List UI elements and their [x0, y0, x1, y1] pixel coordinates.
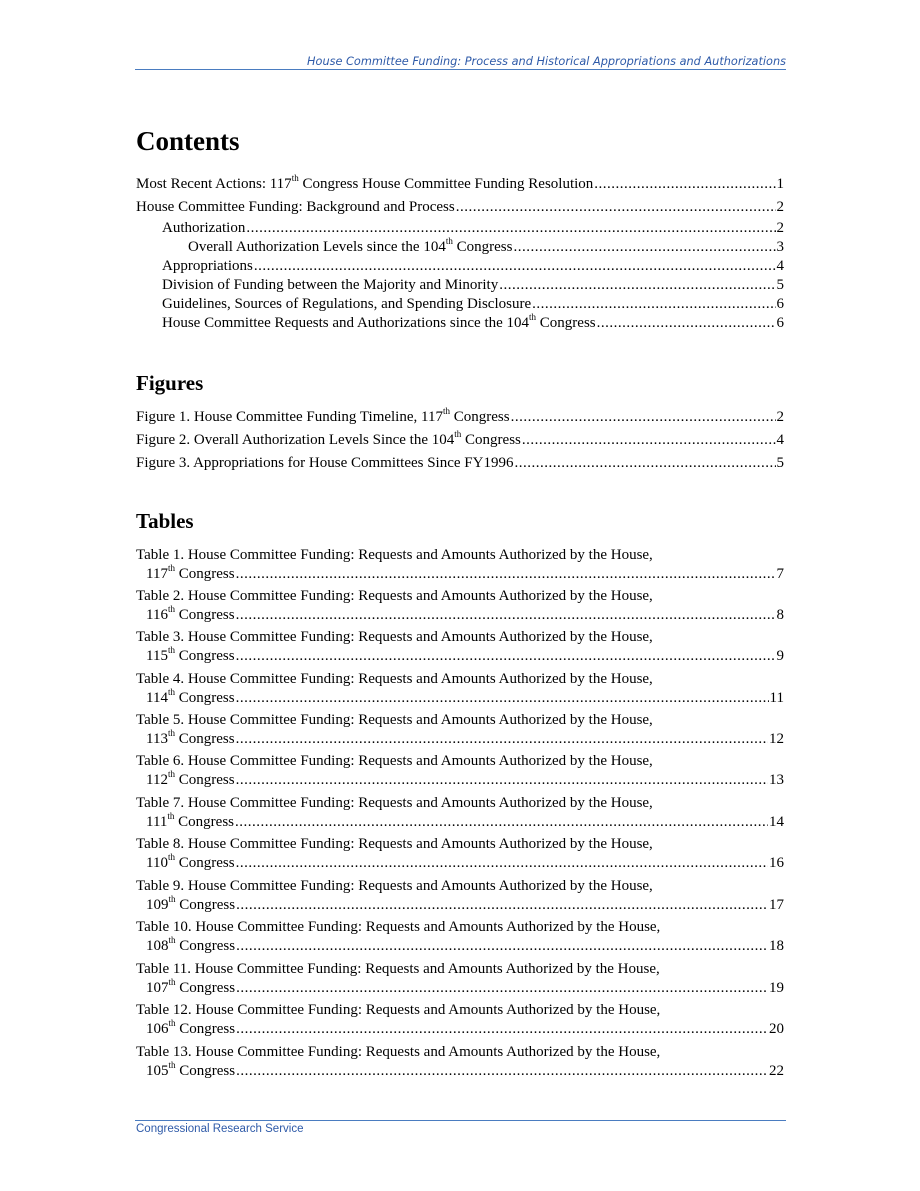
- toc-page-number: 4: [776, 258, 784, 274]
- congress-number: 106: [146, 1021, 169, 1037]
- table-page-number: 22: [769, 1063, 784, 1079]
- dot-leader: [246, 219, 775, 238]
- congress-number: 116: [146, 607, 168, 623]
- dot-leader: [236, 730, 768, 749]
- figure-entry-title: Figure 1. House Committee Funding Timeline, 117: [136, 409, 443, 425]
- figure-page-number: 5: [776, 455, 784, 471]
- ordinal-suffix: th: [454, 429, 462, 439]
- dot-leader: [236, 771, 768, 790]
- ordinal-suffix: th: [167, 811, 175, 821]
- table-entry-13[interactable]: [136, 1043, 784, 1081]
- congress-number: 113: [146, 731, 168, 747]
- table-entry-title: Table 13. House Committee Funding: Requests and Amounts Authorized by the House,: [136, 1044, 661, 1060]
- table-entry-title: Table 6. House Committee Funding: Requests and Amounts Authorized by the House,: [136, 753, 653, 769]
- toc-entry-overall-authorization-levels[interactable]: [136, 238, 784, 257]
- figure-entry-title: Figure 2. Overall Authorization Levels Since the 104: [136, 432, 455, 448]
- ordinal-suffix: th: [168, 894, 176, 904]
- table-page-number: 8: [776, 607, 784, 623]
- dot-leader: [236, 606, 776, 625]
- dot-leader: [236, 854, 768, 873]
- table-page-number: 12: [769, 731, 784, 747]
- figure-page-number: 2: [776, 409, 784, 425]
- table-entry-title: Table 8. House Committee Funding: Requests and Amounts Authorized by the House,: [136, 836, 653, 852]
- table-entry-3[interactable]: [136, 628, 784, 666]
- toc-entry-title: Overall Authorization Levels since the 104: [188, 239, 446, 255]
- toc-entry-appropriations[interactable]: [136, 257, 784, 276]
- ordinal-suffix: th: [167, 687, 175, 697]
- table-page-number: 13: [769, 772, 784, 788]
- table-entry-title: Table 5. House Committee Funding: Requests and Amounts Authorized by the House,: [136, 712, 653, 728]
- toc-page-number: 3: [776, 239, 784, 255]
- ordinal-suffix: th: [167, 852, 175, 862]
- congress-label: Congress: [174, 772, 235, 788]
- congress-number: 111: [146, 814, 168, 830]
- toc-page-number: 2: [776, 199, 784, 215]
- congress-label: Congress: [174, 855, 235, 871]
- table-entry-6[interactable]: [136, 752, 784, 790]
- table-entry-title: Table 3. House Committee Funding: Requests and Amounts Authorized by the House,: [136, 629, 653, 645]
- congress-number: 114: [146, 690, 168, 706]
- dot-leader: [594, 175, 775, 194]
- ordinal-suffix: th: [168, 1060, 176, 1070]
- toc-page-number: 1: [776, 176, 784, 192]
- dot-leader: [597, 314, 776, 333]
- running-footer: Congressional Research Service: [136, 1123, 304, 1135]
- congress-label: Congress: [174, 607, 235, 623]
- figure-page-number: 4: [776, 432, 784, 448]
- table-entry-8[interactable]: [136, 835, 784, 873]
- congress-label: Congress: [175, 1021, 236, 1037]
- dot-leader: [513, 238, 775, 257]
- congress-label: Congress: [174, 814, 234, 830]
- toc-entry-title: Appropriations: [162, 258, 253, 274]
- table-entry-9[interactable]: [136, 877, 784, 915]
- table-page-number: 20: [769, 1021, 784, 1037]
- table-entry-title: Table 10. House Committee Funding: Requests and Amounts Authorized by the House,: [136, 919, 661, 935]
- dot-leader: [511, 408, 776, 427]
- dot-leader: [254, 257, 776, 276]
- footer-rule: [135, 1120, 786, 1121]
- dot-leader: [532, 295, 775, 314]
- table-entry-5[interactable]: [136, 711, 784, 749]
- toc-page-number: 2: [776, 220, 784, 236]
- congress-label: Congress: [174, 566, 235, 582]
- ordinal-suffix: th: [167, 769, 175, 779]
- dot-leader: [236, 979, 768, 998]
- toc-entry-title: Authorization: [162, 220, 246, 236]
- ordinal-suffix: th: [167, 563, 175, 573]
- toc-entry-title: House Committee Requests and Authorizations since the 104: [162, 315, 530, 331]
- dot-leader: [456, 198, 776, 217]
- ordinal-suffix: th: [168, 935, 176, 945]
- table-page-number: 17: [769, 897, 784, 913]
- congress-number: 112: [146, 772, 168, 788]
- ordinal-suffix: th: [529, 312, 537, 322]
- figure-entry-1[interactable]: [136, 408, 784, 427]
- congress-label: Congress: [174, 731, 235, 747]
- table-entry-4[interactable]: [136, 670, 784, 708]
- table-page-number: 9: [776, 648, 784, 664]
- toc-page-number: 6: [776, 296, 784, 312]
- congress-label: Congress: [175, 1063, 236, 1079]
- table-entry-11[interactable]: [136, 960, 784, 998]
- figure-entry-title: Congress: [449, 409, 510, 425]
- table-entry-12[interactable]: [136, 1001, 784, 1039]
- table-entry-title: Table 11. House Committee Funding: Requests and Amounts Authorized by the House,: [136, 961, 660, 977]
- figures-heading: Figures: [136, 371, 204, 395]
- dot-leader: [235, 813, 768, 832]
- table-entry-1[interactable]: [136, 546, 784, 584]
- congress-label: Congress: [175, 938, 236, 954]
- ordinal-suffix: th: [168, 1018, 176, 1028]
- table-entry-title: Table 4. House Committee Funding: Requests and Amounts Authorized by the House,: [136, 671, 653, 687]
- table-entry-title: Table 7. House Committee Funding: Requests and Amounts Authorized by the House,: [136, 795, 653, 811]
- table-page-number: 19: [769, 980, 784, 996]
- toc-entry-title: Congress: [452, 239, 513, 255]
- ordinal-suffix: th: [445, 236, 453, 246]
- congress-number: 108: [146, 938, 169, 954]
- dot-leader: [236, 1020, 768, 1039]
- congress-number: 115: [146, 648, 168, 664]
- toc-page-number: 5: [776, 277, 784, 293]
- dot-leader: [236, 689, 769, 708]
- table-page-number: 7: [776, 566, 784, 582]
- toc-entry-committee-requests[interactable]: [136, 314, 784, 333]
- dot-leader: [236, 937, 768, 956]
- toc-entry-most-recent-actions[interactable]: [136, 175, 784, 194]
- table-entry-7[interactable]: [136, 794, 784, 832]
- toc-page-number: 6: [776, 315, 784, 331]
- table-entry-title: Table 12. House Committee Funding: Requests and Amounts Authorized by the House,: [136, 1002, 661, 1018]
- ordinal-suffix: th: [167, 604, 175, 614]
- table-entry-title: Table 1. House Committee Funding: Requests and Amounts Authorized by the House,: [136, 547, 653, 563]
- ordinal-suffix: th: [167, 728, 175, 738]
- table-entry-title: Table 9. House Committee Funding: Requests and Amounts Authorized by the House,: [136, 878, 653, 894]
- dot-leader: [514, 454, 775, 473]
- congress-number: 107: [146, 980, 169, 996]
- toc-entry-title: House Committee Funding: Background and Process: [136, 199, 455, 215]
- toc-entry-background-and-process[interactable]: [136, 198, 784, 217]
- running-header: House Committee Funding: Process and Historical Appropriations and Authorizations: [307, 55, 786, 68]
- figure-entry-title: Figure 3. Appropriations for House Committees Since FY1996: [136, 455, 514, 471]
- toc-entry-title: Congress: [536, 315, 596, 331]
- ordinal-suffix: th: [291, 173, 299, 183]
- figure-entry-3[interactable]: [136, 454, 784, 473]
- dot-leader: [236, 1062, 768, 1081]
- dot-leader: [499, 276, 775, 295]
- congress-number: 105: [146, 1063, 169, 1079]
- table-entry-2[interactable]: [136, 587, 784, 625]
- header-rule: [135, 69, 786, 70]
- toc-entry-authorization[interactable]: [136, 219, 784, 238]
- table-entry-10[interactable]: [136, 918, 784, 956]
- toc-entry-title: Congress House Committee Funding Resolution: [298, 176, 594, 192]
- ordinal-suffix: th: [442, 406, 450, 416]
- toc-entry-title: Guidelines, Sources of Regulations, and Spending Disclosure: [162, 296, 532, 312]
- toc-entry-division-of-funding[interactable]: [136, 276, 784, 295]
- toc-entry-guidelines[interactable]: [136, 295, 784, 314]
- dot-leader: [236, 647, 776, 666]
- congress-label: Congress: [175, 897, 236, 913]
- congress-label: Congress: [174, 648, 235, 664]
- table-page-number: 18: [769, 938, 784, 954]
- toc-entry-title: Most Recent Actions: 117: [136, 176, 292, 192]
- congress-label: Congress: [174, 690, 235, 706]
- tables-heading: Tables: [136, 509, 194, 533]
- dot-leader: [522, 431, 776, 450]
- contents-heading: Contents: [136, 126, 240, 156]
- table-entry-title: Table 2. House Committee Funding: Requests and Amounts Authorized by the House,: [136, 588, 653, 604]
- figure-entry-title: Congress: [461, 432, 521, 448]
- toc-entry-title: Division of Funding between the Majority and Minority: [162, 277, 499, 293]
- dot-leader: [236, 565, 776, 584]
- congress-number: 109: [146, 897, 169, 913]
- congress-label: Congress: [175, 980, 236, 996]
- table-page-number: 14: [769, 814, 784, 830]
- congress-number: 110: [146, 855, 168, 871]
- table-page-number: 16: [769, 855, 784, 871]
- congress-number: 117: [146, 566, 168, 582]
- table-page-number: 11: [769, 690, 784, 706]
- dot-leader: [236, 896, 768, 915]
- figure-entry-2[interactable]: [136, 431, 784, 450]
- ordinal-suffix: th: [168, 977, 176, 987]
- ordinal-suffix: th: [167, 645, 175, 655]
